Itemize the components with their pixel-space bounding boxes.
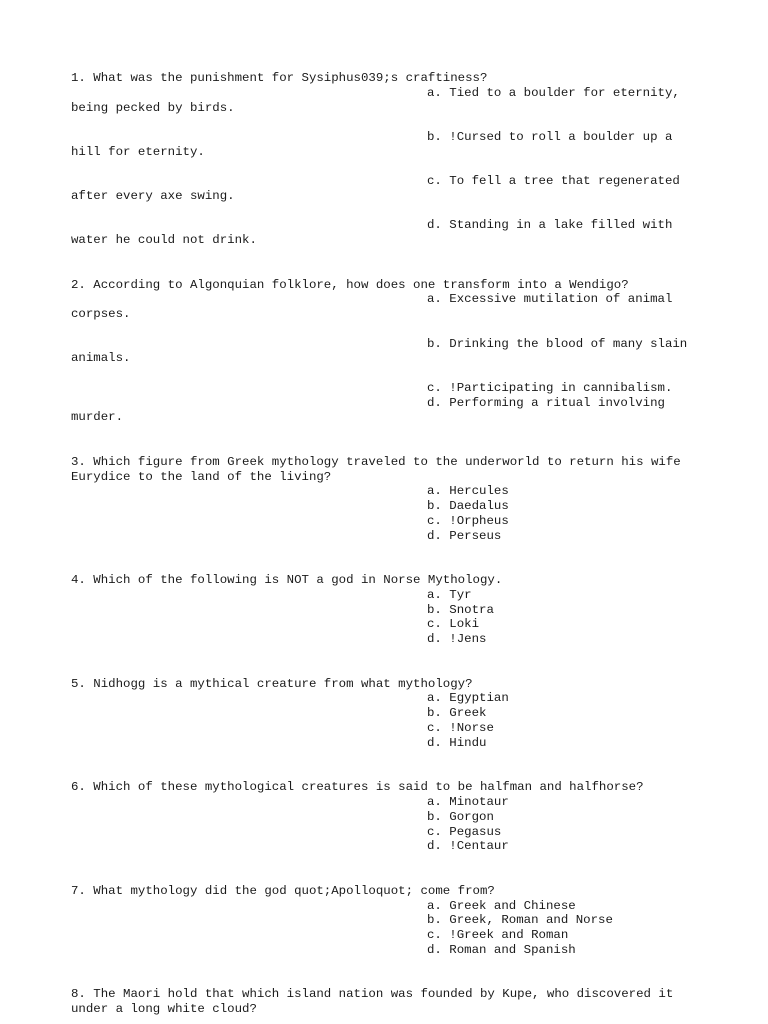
question-block xyxy=(71,987,711,1017)
text-line: being pecked by birds. xyxy=(71,100,235,115)
text-line: corpses. xyxy=(71,307,131,322)
answer-option: b. Daedalus xyxy=(427,499,509,514)
quiz-document xyxy=(71,71,711,1017)
question-block xyxy=(71,884,711,958)
answer-option: b. Snotra xyxy=(427,602,494,617)
answer-option: c. To fell a tree that regenerated xyxy=(427,174,680,189)
question-block xyxy=(71,278,711,426)
question-text: 4. Which of the following is NOT a god in Norse Mythology. xyxy=(71,573,503,588)
answer-option: d. Hindu xyxy=(427,735,487,750)
answer-option: a. Minotaur xyxy=(427,795,509,810)
answer-option: c. Pegasus xyxy=(427,824,502,839)
question-text: 6. Which of these mythological creatures is said to be halfman and halfhorse? xyxy=(71,780,644,795)
answer-option: b. Drinking the blood of many slain xyxy=(427,336,688,351)
text-line: animals. xyxy=(71,351,131,366)
question-text: 2. According to Algonquian folklore, how does one transform into a Wendigo? xyxy=(71,277,629,292)
answer-option: d. Roman and Spanish xyxy=(427,943,576,957)
answer-option: a. Greek and Chinese xyxy=(427,898,576,913)
question-text: 5. Nidhogg is a mythical creature from what mythology? xyxy=(71,676,473,691)
text-line: hill for eternity. xyxy=(71,144,205,159)
answer-option: c. Loki xyxy=(427,617,480,632)
answer-option: b. Gorgon xyxy=(427,809,494,824)
question-block xyxy=(71,780,711,854)
answer-option: b. !Cursed to roll a boulder up a xyxy=(427,129,673,144)
answer-option: c. !Orpheus xyxy=(427,513,509,528)
answer-option: c. !Norse xyxy=(427,721,494,736)
text-line: murder. xyxy=(71,410,124,425)
question-text: 7. What mythology did the god quot;Apolloquot; come from? xyxy=(71,883,495,898)
answer-option: d. Performing a ritual involving xyxy=(427,395,665,410)
question-text: 3. Which figure from Greek mythology traveled to the underworld to return his wife xyxy=(71,454,681,469)
text-line: under a long white cloud? xyxy=(71,1002,257,1017)
question-text: 8. The Maori hold that which island nation was founded by Kupe, who discovered it xyxy=(71,987,674,1002)
question-text: 1. What was the punishment for Sysiphus039;s craftiness? xyxy=(71,71,488,85)
question-block xyxy=(71,573,711,647)
answer-option: d. Standing in a lake filled with xyxy=(427,218,673,233)
answer-option: b. Greek xyxy=(427,706,487,721)
answer-option: a. Hercules xyxy=(427,484,509,499)
question-block xyxy=(71,677,711,751)
answer-option: a. Excessive mutilation of animal xyxy=(427,292,673,307)
question-block xyxy=(71,71,711,248)
answer-option: c. !Greek and Roman xyxy=(427,928,569,943)
answer-option: d. !Jens xyxy=(427,632,487,647)
text-line: Eurydice to the land of the living? xyxy=(71,469,332,484)
answer-option: a. Egyptian xyxy=(427,691,509,706)
answer-option: a. Tied to a boulder for eternity, xyxy=(427,85,680,100)
answer-option: a. Tyr xyxy=(427,587,472,602)
answer-option: b. Greek, Roman and Norse xyxy=(427,913,613,928)
text-line: water he could not drink. xyxy=(71,233,257,248)
question-block xyxy=(71,455,711,544)
answer-option: d. !Centaur xyxy=(427,839,509,854)
answer-option: d. Perseus xyxy=(427,528,502,543)
answer-option: c. !Participating in cannibalism. xyxy=(427,380,673,395)
text-line: after every axe swing. xyxy=(71,188,235,203)
